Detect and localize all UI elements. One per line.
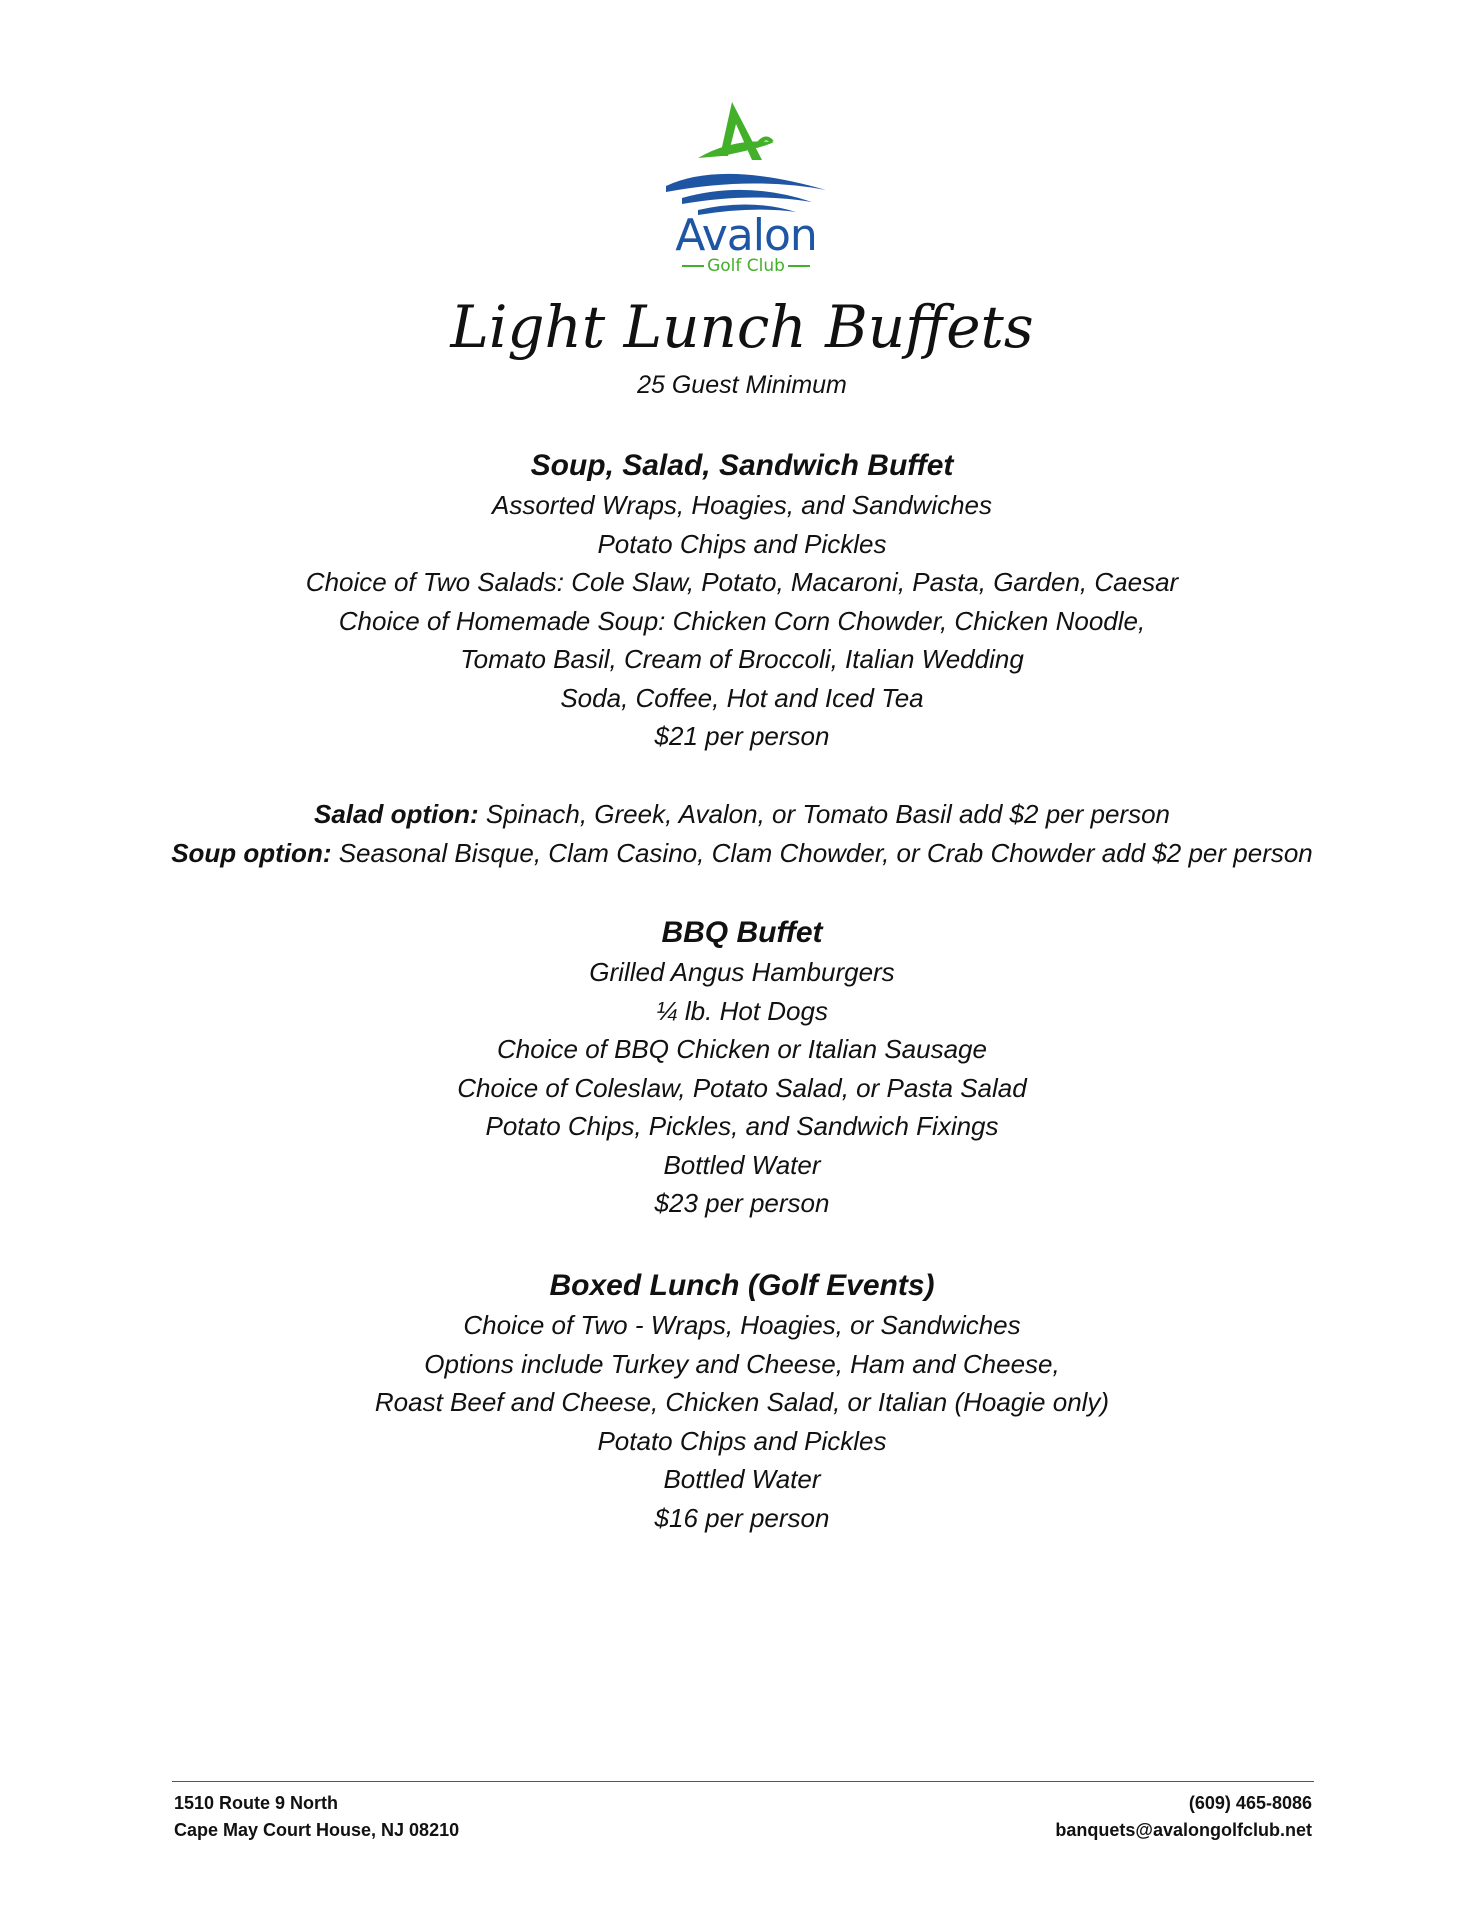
price-line: $23 per person <box>654 1188 830 1218</box>
salad-option-line <box>0 795 1484 834</box>
option-label: Soup option: <box>171 837 332 868</box>
address-line-2: Cape May Court House, NJ 08210 <box>174 1820 460 1840</box>
menu-line: Grilled Angus Hamburgers <box>589 957 895 987</box>
menu-line: Choice of Homemade Soup: Chicken Corn Chowder, Chicken Noodle, <box>338 605 1146 636</box>
page-subtitle: 25 Guest Minimum <box>637 371 847 399</box>
menu-line: Choice of Two Salads: Cole Slaw, Potato, Macaroni, Pasta, Garden, Caesar <box>305 567 1179 597</box>
menu-line: Potato Chips and Pickles <box>597 528 887 559</box>
footer-contact <box>1055 1790 1312 1844</box>
footer-address <box>174 1790 459 1844</box>
golfer-wave-logo-icon <box>662 98 830 226</box>
section-boxed-lunch <box>0 1266 1484 1537</box>
page-title: Light Lunch Buffets <box>450 293 1034 361</box>
section-title: BBQ Buffet <box>661 916 823 949</box>
menu-line: Tomato Basil, Cream of Broccoli, Italian Wedding <box>460 644 1024 674</box>
soup-option-line <box>0 834 1484 873</box>
menu-line: Assorted Wraps, Hoagies, and Sandwiches <box>491 490 993 520</box>
menu-line: Options include Turkey and Cheese, Ham and Cheese, <box>424 1348 1060 1379</box>
menu-line: Bottled Water <box>663 1464 821 1494</box>
option-text: Spinach, Greek, Avalon, or Tomato Basil add $2 per person <box>478 799 1170 829</box>
logo-left-rule <box>682 265 704 267</box>
logo-brand-name: Avalon <box>675 210 817 261</box>
menu-line: ¼ lb. Hot Dogs <box>656 995 828 1026</box>
logo-subtitle-text: Golf Club <box>707 256 785 276</box>
email-address[interactable]: banquets@avalongolfclub.net <box>1055 1820 1312 1840</box>
footer-divider <box>172 1781 1314 1782</box>
menu-line: Soda, Coffee, Hot and Iced Tea <box>560 682 924 713</box>
address-line-1: 1510 Route 9 North <box>174 1793 339 1813</box>
price-line: $21 per person <box>654 721 830 751</box>
menu-line: Choice of Two - Wraps, Hoagies, or Sandwiches <box>463 1310 1021 1340</box>
option-text: Seasonal Bisque, Clam Casino, Clam Chowder, or Crab Chowder add $2 per person <box>331 837 1313 868</box>
logo-brand-subtitle <box>662 258 830 275</box>
option-label: Salad option: <box>313 799 479 829</box>
phone-number: (609) 465-8086 <box>1188 1793 1312 1813</box>
section-soup-salad-sandwich <box>0 446 1484 756</box>
avalon-golf-club-logo <box>662 98 830 278</box>
menu-line: Bottled Water <box>663 1149 821 1180</box>
logo-right-rule <box>788 265 810 267</box>
menu-line: Potato Chips and Pickles <box>597 1425 887 1456</box>
section-title: Boxed Lunch (Golf Events) <box>549 1269 935 1302</box>
section-bbq-buffet <box>0 913 1484 1223</box>
menu-line: Potato Chips, Pickles, and Sandwich Fixings <box>485 1111 999 1141</box>
menu-line: Choice of BBQ Chicken or Italian Sausage <box>497 1034 987 1064</box>
menu-line: Choice of Coleslaw, Potato Salad, or Pasta Salad <box>457 1072 1027 1103</box>
menu-line: Roast Beef and Cheese, Chicken Salad, or Italian (Hoagie only) <box>374 1387 1110 1417</box>
upgrade-options <box>0 795 1484 872</box>
section-title: Soup, Salad, Sandwich Buffet <box>530 449 954 482</box>
price-line: $16 per person <box>654 1502 830 1533</box>
